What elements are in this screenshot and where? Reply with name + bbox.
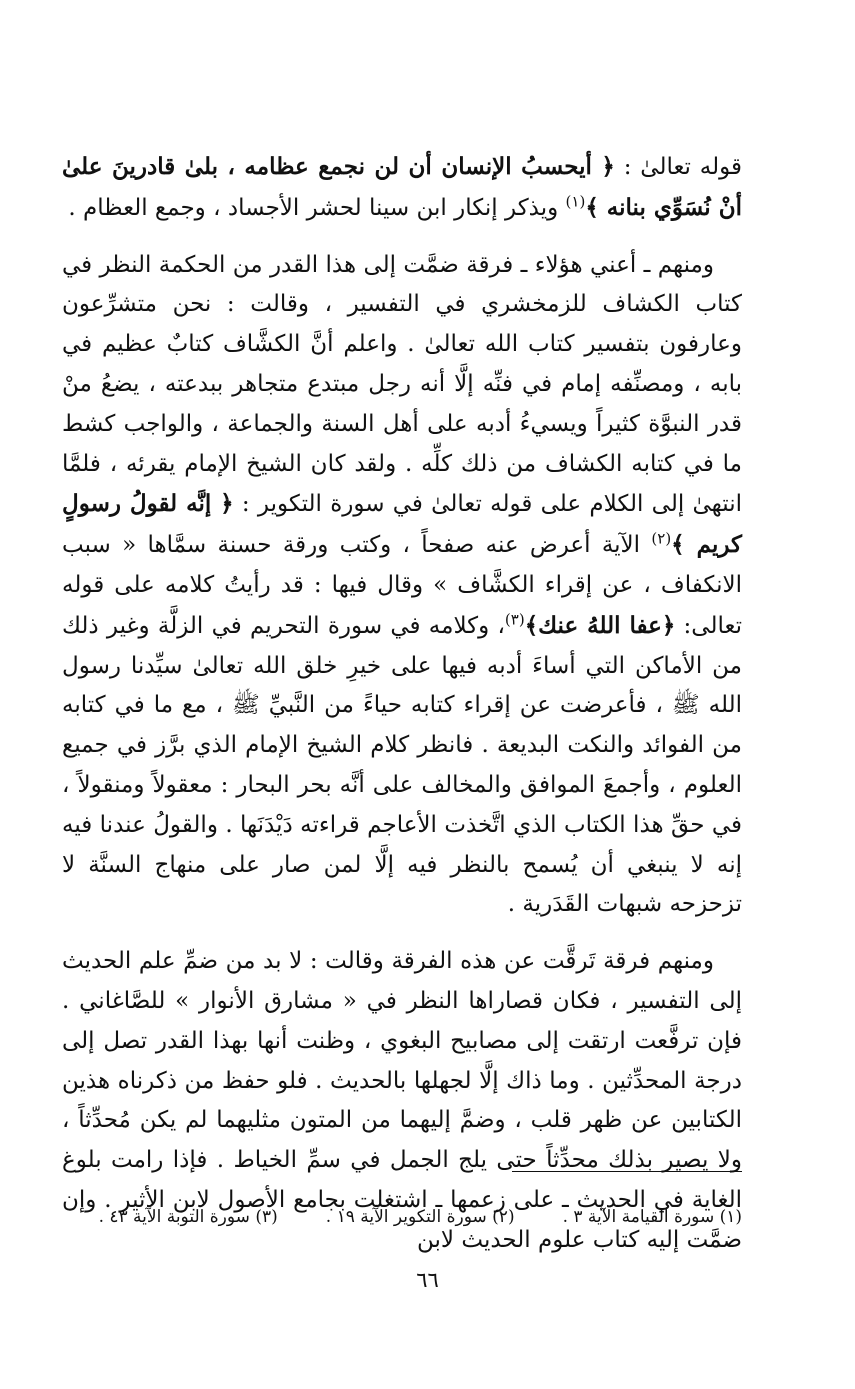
footnote-1: (١) سورة القيامة الآية ٣ . (562, 1207, 742, 1227)
paragraph-gap (62, 925, 742, 942)
paragraph-2 (62, 246, 742, 926)
footnote-separator (512, 1171, 742, 1172)
footnote-2: (٢) سورة التكوير الآية ١٩ . (325, 1207, 515, 1227)
paragraph-1-run-4: ويذكر إنكار ابن سينا لحشر الأجساد ، وجمع العظام . (68, 194, 566, 221)
quran-verse-tawbah: ﴿عفا اللهُ عنك﴾ (524, 611, 676, 639)
main-text (62, 147, 742, 1261)
page-number: ٦٦ (416, 1268, 439, 1292)
footnotes (95, 1205, 742, 1229)
footnote-ref-2: (٢) (651, 529, 672, 548)
footnote-ref-1: (١) (565, 192, 586, 211)
paragraph-2-run-4: الآية أعرض عنه صفحاً ، وكتب ورقة حسنة سمَّاها « سبب الانكفاف ، عن إقراء الكشَّاف » وقال فيها : قد رأيتُ كلامه على قوله تعالى: (62, 532, 742, 639)
paragraph-3-run-1: ومنهم فرقة تَرقَّت عن هذه الفرقة وقالت : لا بد من ضمِّ علم الحديث إلى التفسير ، فكان قصاراها النظر في « مشارق الأنوار » للصَّاغاني . فإن ترفَّعت ارتقت إلى مصابيح البغوي ، وظنت أنها بهذا القدر تصل إلى درجة المحدِّثين . وما ذاك إلَّا لجهلها بالحديث . فلو حفظ من ذكرناه هذين الكتابين عن ظهر قلب ، وضمَّ إليهما من المتون مثليهما لم يكن مُحدِّثاً ، ولا يصير بذلك محدِّثاً حتى يلج الجمل في سمِّ الخياط . فإذا رامت بلوغ الغاية في الحديث ـ على زعمها ـ اشتغلت بجامع الأصول لابن الأثير . وإن ضمَّت إليه كتاب علوم الحديث لابن (62, 948, 742, 1253)
paragraph-2-run-1: ومنهم ـ أعني هؤلاء ـ فرقة ضمَّت إلى هذا القدر من الحكمة النظر في كتاب الكشاف للزمخشري في التفسير ، وقالت : نحن متشرِّعون وعارفون بتفسير كتاب الله تعالىٰ . واعلم أنَّ الكشَّاف كتابٌ عظيم في بابه ، ومصنِّفه إمام في فنِّه إلَّا أنه رجل مبتدع متجاهر ببدعته ، يضعُ منْ قدر النبوَّة كثيراً ويسيءُ أدبه على أهل السنة والجماعة ، والواجب كشط ما في كتابه الكشاف من ذلك كلِّه . ولقد كان الشيخ الإمام يقرئه ، فلمَّا انتهىٰ إلى الكلام على قوله تعالىٰ في سورة التكوير : (62, 251, 742, 518)
quran-verse-takwir: ﴿ إنَّه لقولُ رسولٍ كريم ﴾ (62, 490, 743, 559)
footnote-ref-3: (٣) (504, 610, 525, 629)
paragraph-gap (62, 229, 742, 246)
quran-verse-qiyamah: ﴿ أيحسبُ الإنسان أن لن نجمع عظامه ، بلىٰ قادرينَ علىٰ أنْ نُسَوِّي بنانه ﴾ (62, 153, 742, 221)
paragraph-2-run-7: ، وكلامه في سورة التحريم في الزلَّة وغير ذلك من الأماكن التي أساءَ أدبه فيها على خيرِ خلق الله تعالىٰ سيِّدنا رسول الله ﷺ ، فأعرضت عن إقراء كتابه حياءً من النَّبيِّ ﷺ ، مع ما في كتابه من الفوائد والنكت البديعة . فانظر كلام الشيخ الإمام الذي برَّز في جميع العلوم ، وأجمعَ الموافق والمخالف على أنَّه بحر البحار : معقولاً ومنقولاً ، في حقِّ هذا الكتاب الذي اتَّخذت الأعاجم قراءته دَيْدَنَها . والقولُ عندنا فيه إنه لا ينبغي أن يُسمح بالنظر فيه إلَّا لمن صار على منهاج السنَّة لا تزحزحه شبهات القَدَرية . (62, 612, 742, 918)
paragraph-1-run-1: قوله تعالىٰ : (614, 154, 742, 180)
footnote-3: (٣) سورة التوبة الآية ٤٣ . (98, 1207, 278, 1227)
paragraph-1 (62, 147, 742, 229)
